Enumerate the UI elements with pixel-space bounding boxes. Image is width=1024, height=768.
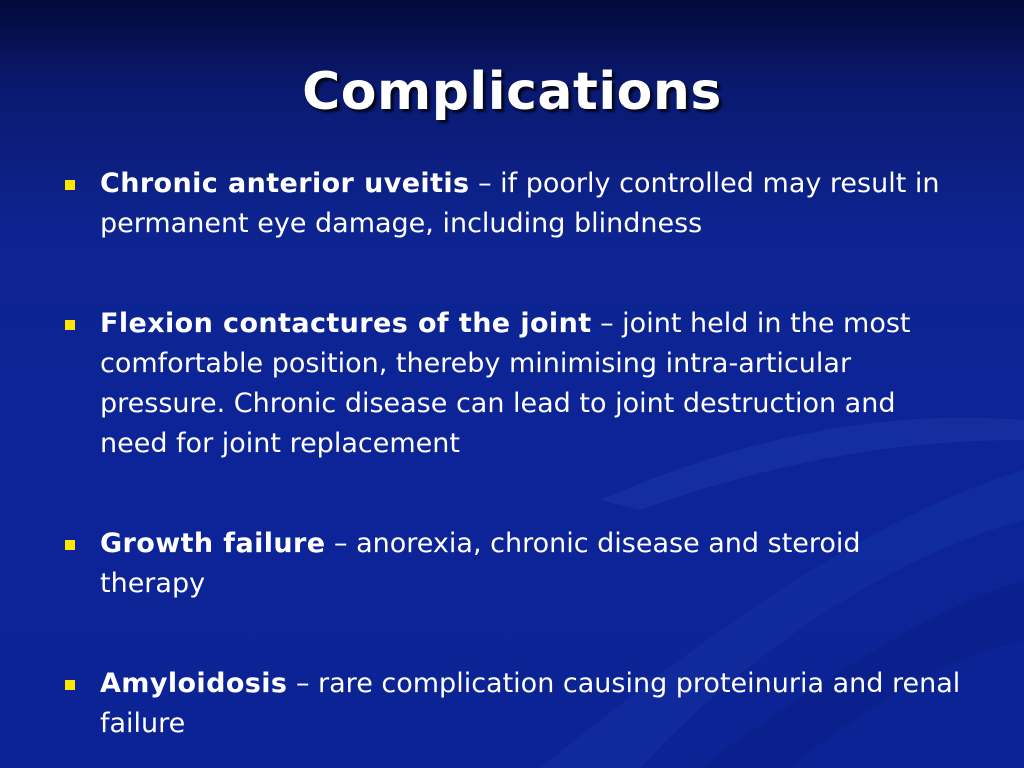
- bullet-term: Chronic anterior uveitis: [100, 168, 470, 199]
- bullet-description: – rare complication causing proteinuria and renal failure: [100, 668, 961, 739]
- bullet-term: Flexion contactures of the joint: [100, 308, 592, 339]
- bullet-description: – anorexia, chronic disease and steroid therapy: [100, 528, 861, 599]
- bullet-list: [62, 164, 962, 744]
- bullet-term: Growth failure: [100, 528, 326, 559]
- bullet-item-growth: [62, 524, 962, 604]
- bullet-square-icon: [65, 540, 75, 550]
- bullet-square-icon: [65, 180, 75, 190]
- bullet-item-flexion: [62, 304, 962, 464]
- bullet-square-icon: [65, 320, 75, 330]
- bullet-term: Amyloidosis: [100, 668, 288, 699]
- bullet-square-icon: [65, 680, 75, 690]
- slide-title: Complications: [302, 62, 722, 122]
- bullet-description: – joint held in the most comfortable position, thereby minimising intra-articular pressure. Chronic disease can lead to joint destruction and need for joint replacement: [100, 308, 911, 459]
- bullet-description: – if poorly controlled may result in permanent eye damage, including blindness: [100, 168, 940, 239]
- bullet-item-amyloidosis: [62, 664, 962, 744]
- bullet-item-uveitis: [62, 164, 962, 244]
